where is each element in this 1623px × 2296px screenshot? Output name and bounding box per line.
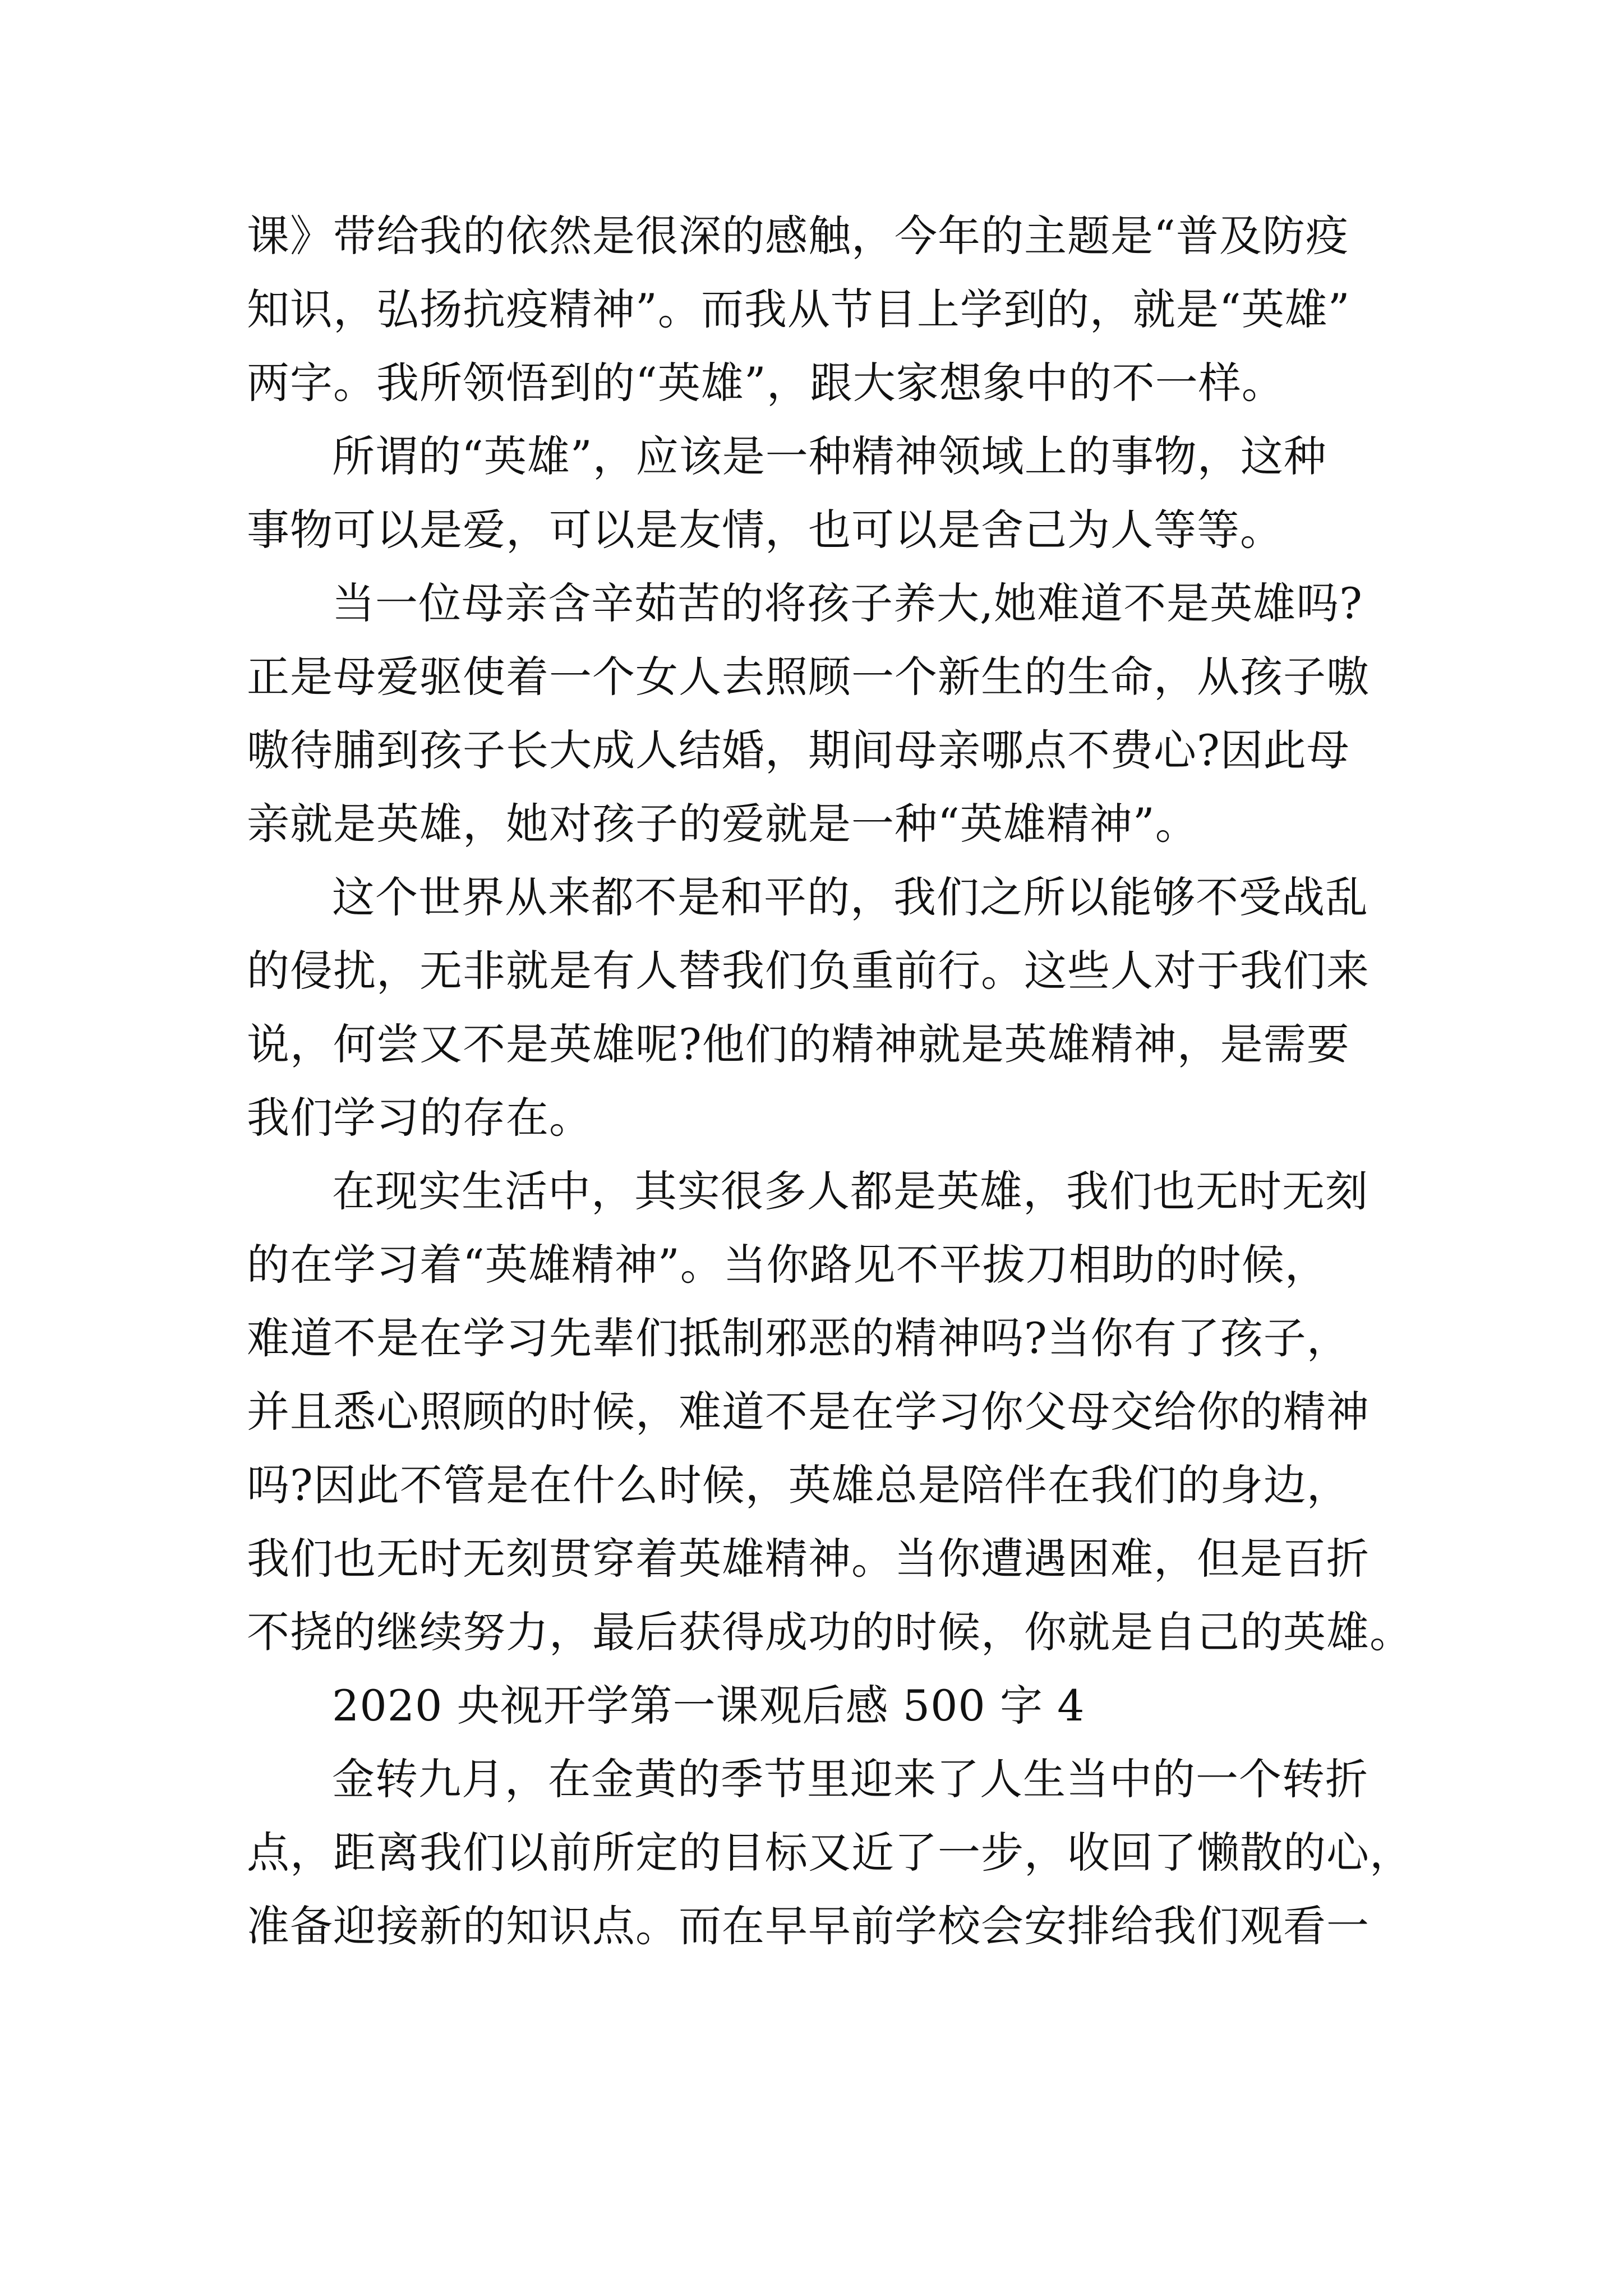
paragraph-start-line: 金转九月，在金黄的季节里迎来了人生当中的一个转折 bbox=[332, 1754, 1368, 1804]
text-line: 我们学习的存在。 bbox=[247, 1093, 592, 1143]
text-line: 事物可以是爱，可以是友情，也可以是舍己为人等等。 bbox=[247, 505, 1283, 555]
text-line: 亲就是英雄，她对孩子的爱就是一种“英雄精神”。 bbox=[247, 799, 1198, 849]
paragraph-start-line: 在现实生活中，其实很多人都是英雄，我们也无时无刻 bbox=[332, 1166, 1368, 1216]
text-line: 我们也无时无刻贯穿着英雄精神。当你遭遇困难，但是百折 bbox=[247, 1534, 1370, 1584]
text-line: 课》带给我的依然是很深的感触，今年的主题是“普及防疫 bbox=[247, 211, 1349, 261]
text-line: 两字。我所领悟到的“英雄”，跟大家想象中的不一样。 bbox=[247, 358, 1285, 408]
text-line: 的在学习着“英雄精神”。当你路见不平拔刀相助的时候， bbox=[247, 1240, 1328, 1290]
text-line: 准备迎接新的知识点。而在早早前学校会安排给我们观看一 bbox=[247, 1901, 1370, 1951]
section-heading: 2020 央视开学第一课观后感 500 字 4 bbox=[332, 1681, 1085, 1731]
text-line: 嗷待脯到孩子长大成人结婚，期间母亲哪点不费心?因此母 bbox=[247, 725, 1350, 775]
text-line: 说，何尝又不是英雄呢?他们的精神就是英雄精神，是需要 bbox=[247, 1019, 1350, 1069]
text-line: 正是母爱驱使着一个女人去照顾一个新生的生命，从孩子嗷 bbox=[247, 652, 1370, 702]
text-line: 点，距离我们以前所定的目标又近了一步，收回了懒散的心， bbox=[247, 1828, 1413, 1878]
document-body bbox=[247, 199, 1413, 1963]
paragraph-start-line: 当一位母亲含辛茹苦的将孩子养大,她难道不是英雄吗? bbox=[332, 578, 1363, 628]
text-line: 的侵扰，无非就是有人替我们负重前行。这些人对于我们来 bbox=[247, 946, 1370, 996]
paragraph-start-line: 所谓的“英雄”，应该是一种精神领域上的事物，这种 bbox=[332, 431, 1327, 481]
text-line: 难道不是在学习先辈们抵制邪恶的精神吗?当你有了孩子， bbox=[247, 1313, 1350, 1363]
paragraph-start-line: 这个世界从来都不是和平的，我们之所以能够不受战乱 bbox=[332, 872, 1368, 922]
text-line: 并且悉心照顾的时候，难道不是在学习你父母交给你的精神 bbox=[247, 1387, 1370, 1437]
text-line: 吗?因此不管是在什么时候，英雄总是陪伴在我们的身边， bbox=[247, 1460, 1350, 1510]
text-line: 知识，弘扬抗疫精神”。而我从节目上学到的，就是“英雄” bbox=[247, 284, 1350, 334]
text-line: 不挠的继续努力，最后获得成功的时候，你就是自己的英雄。 bbox=[247, 1607, 1413, 1657]
